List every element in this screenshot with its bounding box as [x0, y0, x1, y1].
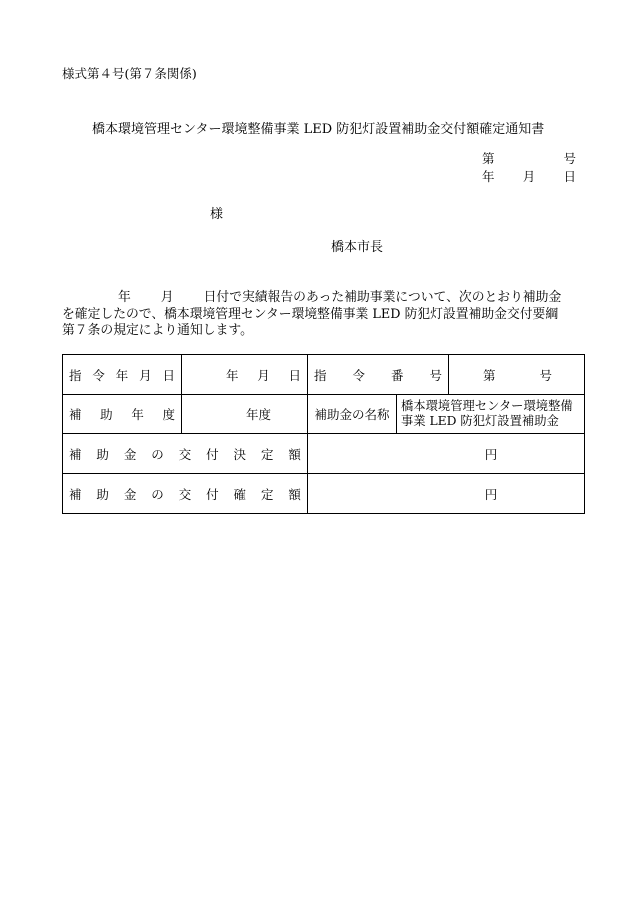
document-date-line: [482, 167, 576, 185]
table-row: [63, 355, 585, 395]
body-month: 月: [160, 290, 174, 305]
subsidy-name-label: 補助金の名称: [308, 395, 397, 434]
subsidy-year-label-cell: [63, 395, 182, 434]
subsidy-name-value-cell: [397, 395, 585, 434]
date-year: 年: [482, 169, 495, 184]
order-number-label-cell: [308, 355, 449, 395]
order-number-value-cell: [449, 355, 585, 395]
form-number: 様式第４号(第７条関係): [62, 66, 197, 81]
order-date-value: 年 月 日: [226, 367, 301, 383]
body-line-3: 第７条の規定により通知します。: [62, 323, 253, 338]
date-day: 日: [563, 169, 576, 184]
table-row: [63, 434, 585, 474]
notification-table: [62, 354, 585, 514]
order-date-value-cell: [182, 355, 308, 395]
body-line-2: を確定したので、橋本環境管理センター環境整備事業 LED 防犯灯設置補助金交付要綱: [62, 306, 559, 322]
body-line-1-rest: 日付で実績報告のあった補助事業について、次のとおり補助金: [203, 290, 562, 305]
number-suffix: 号: [563, 151, 576, 166]
subsidy-year-label: 補 助 年 度: [69, 407, 175, 422]
grant-confirmed-label-cell: [63, 474, 308, 514]
order-number-label: 指 令 番 号: [314, 367, 442, 383]
body-year: 年: [118, 290, 131, 305]
document-title: 橋本環境管理センター環境整備事業 LED 防犯灯設置補助金交付額確定通知書: [92, 122, 545, 137]
grant-decided-label-cell: [63, 434, 308, 474]
number-prefix: 第: [482, 151, 495, 166]
body-paragraph: [62, 290, 584, 340]
grant-confirmed-amount: 円: [308, 474, 585, 514]
subsidy-name-line-2: 事業 LED 防犯灯設置補助金: [401, 414, 559, 428]
order-date-label-cell: [63, 355, 182, 395]
table-row: [63, 395, 585, 434]
grant-confirmed-label: 補 助 金 の 交 付 確 定 額: [69, 486, 301, 502]
subsidy-year-value: 年度: [182, 395, 308, 434]
subsidy-name-line-1: 橋本環境管理センター環境整備: [401, 399, 573, 413]
table-row: [63, 474, 585, 514]
order-number-value: 第 号: [483, 367, 552, 383]
grant-decided-label: 補 助 金 の 交 付 決 定 額: [69, 446, 301, 462]
sender-name: 橋本市長: [331, 240, 384, 255]
body-line-1: [62, 290, 584, 307]
document-number-line: [482, 149, 576, 167]
grant-decided-amount: 円: [308, 434, 585, 474]
recipient-honorific: 様: [210, 207, 224, 222]
date-month: 月: [522, 169, 536, 184]
order-date-label: 指 令 年 月 日: [69, 367, 175, 383]
